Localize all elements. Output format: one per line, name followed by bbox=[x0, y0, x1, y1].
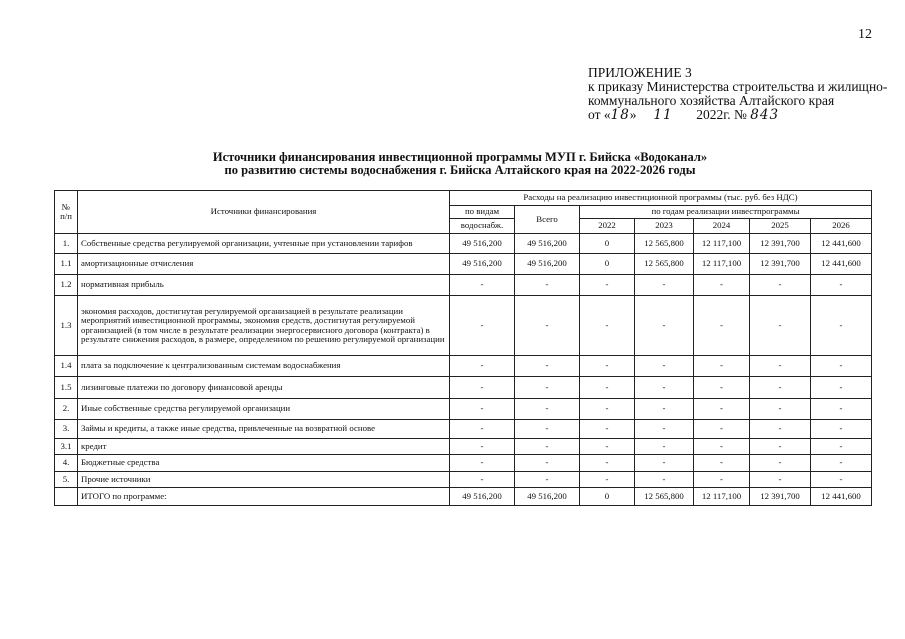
table-row bbox=[55, 420, 872, 439]
row-value: - bbox=[635, 275, 694, 296]
header-year-2022: 2022 bbox=[580, 219, 635, 234]
order-number: 843 bbox=[750, 107, 780, 123]
row-value: - bbox=[750, 420, 811, 439]
row-value: - bbox=[580, 275, 635, 296]
row-value: - bbox=[694, 356, 750, 377]
row-value: - bbox=[580, 377, 635, 399]
row-source-name: амортизационные отчисления bbox=[78, 254, 450, 275]
row-value: 12 565,800 bbox=[635, 254, 694, 275]
row-value: - bbox=[450, 275, 515, 296]
row-value: 12 117,100 bbox=[694, 254, 750, 275]
row-value: - bbox=[694, 420, 750, 439]
appendix-line-2: коммунального хозяйства Алтайского края bbox=[588, 93, 835, 108]
header-no: № п/п bbox=[55, 191, 78, 234]
table-row bbox=[55, 472, 872, 488]
row-source-name: Иные собственные средства регулируемой организации bbox=[78, 399, 450, 420]
row-source-name: нормативная прибыль bbox=[78, 275, 450, 296]
document-title bbox=[160, 151, 760, 177]
row-value: - bbox=[694, 455, 750, 472]
header-year-2025: 2025 bbox=[750, 219, 811, 234]
date-mid: » bbox=[629, 107, 637, 122]
header-year-2026: 2026 bbox=[811, 219, 872, 234]
row-value: 12 565,800 bbox=[635, 234, 694, 254]
table-row bbox=[55, 455, 872, 472]
row-value: 49 516,200 bbox=[450, 488, 515, 506]
row-value: - bbox=[811, 296, 872, 356]
table-row bbox=[55, 439, 872, 455]
row-number: 4. bbox=[55, 455, 78, 472]
header-expenses: Расходы на реализацию инвестиционной программы (тыс. руб. без НДС) bbox=[450, 191, 872, 206]
row-value: 12 391,700 bbox=[750, 234, 811, 254]
table-row bbox=[55, 488, 872, 506]
row-source-name: Бюджетные средства bbox=[78, 455, 450, 472]
row-value: - bbox=[694, 377, 750, 399]
row-value: - bbox=[515, 356, 580, 377]
row-value: - bbox=[635, 356, 694, 377]
table-row bbox=[55, 296, 872, 356]
row-value: - bbox=[580, 356, 635, 377]
appendix-line-1: к приказу Министерства строительства и жилищно- bbox=[588, 79, 888, 94]
row-value: - bbox=[694, 399, 750, 420]
row-value: - bbox=[515, 472, 580, 488]
header-by-type: по видам bbox=[450, 206, 515, 219]
appendix-block bbox=[588, 66, 887, 122]
header-total: Всего bbox=[515, 206, 580, 234]
row-value: 49 516,200 bbox=[515, 254, 580, 275]
row-number: 3. bbox=[55, 420, 78, 439]
row-value: - bbox=[750, 439, 811, 455]
row-source-name: ИТОГО по программе: bbox=[78, 488, 450, 506]
row-value: - bbox=[580, 420, 635, 439]
date-day: 18 bbox=[610, 107, 630, 123]
row-value: - bbox=[515, 296, 580, 356]
row-number: 1.2 bbox=[55, 275, 78, 296]
row-value: 0 bbox=[580, 488, 635, 506]
row-value: 12 391,700 bbox=[750, 488, 811, 506]
row-value: - bbox=[515, 420, 580, 439]
row-value: - bbox=[450, 439, 515, 455]
title-line-1: Источники финансирования инвестиционной программы МУП г. Бийска «Водоканал» bbox=[212, 150, 708, 164]
row-value: 49 516,200 bbox=[450, 234, 515, 254]
row-source-name: экономия расходов, достигнутая регулируемой организацией в результате реализации мероприятий инвестиционной программы, экономия средств, достигнутая регулируемой организацией (в том числе в результате реализации энергосервисного договора (контракта) в результате снижения расходов, в размере, определенном по решению регулируемой организации bbox=[78, 296, 450, 356]
title-line-2: по развитию системы водоснабжения г. Бийска Алтайского края на 2022-2026 годы bbox=[224, 163, 696, 177]
row-value: - bbox=[515, 377, 580, 399]
row-value: - bbox=[450, 472, 515, 488]
row-number: 2. bbox=[55, 399, 78, 420]
row-value: - bbox=[694, 296, 750, 356]
row-value: - bbox=[450, 377, 515, 399]
row-number: 1.1 bbox=[55, 254, 78, 275]
row-source-name: Собственные средства регулируемой организации, учтенные при установлении тарифов bbox=[78, 234, 450, 254]
row-value: 12 117,100 bbox=[694, 488, 750, 506]
row-value: 12 117,100 bbox=[694, 234, 750, 254]
row-value: - bbox=[450, 420, 515, 439]
row-value: - bbox=[635, 420, 694, 439]
header-by-years: по годам реализации инвестпрограммы bbox=[580, 206, 872, 219]
row-number: 3.1 bbox=[55, 439, 78, 455]
row-value: - bbox=[515, 399, 580, 420]
row-value: - bbox=[750, 399, 811, 420]
page-number: 12 bbox=[858, 27, 872, 42]
header-source: Источники финансирования bbox=[78, 191, 450, 234]
date-year: 2022г. № bbox=[696, 107, 747, 122]
row-value: - bbox=[580, 296, 635, 356]
row-value: - bbox=[580, 455, 635, 472]
row-value: 12 441,600 bbox=[811, 234, 872, 254]
row-value: - bbox=[694, 275, 750, 296]
row-value: 12 565,800 bbox=[635, 488, 694, 506]
row-number: 1.4 bbox=[55, 356, 78, 377]
row-value: 0 bbox=[580, 234, 635, 254]
row-value: - bbox=[811, 377, 872, 399]
row-value: - bbox=[811, 472, 872, 488]
row-source-name: Займы и кредиты, а также иные средства, привлеченные на возвратной основе bbox=[78, 420, 450, 439]
date-month: 11 bbox=[653, 107, 673, 123]
row-value: - bbox=[580, 472, 635, 488]
table-row bbox=[55, 254, 872, 275]
row-value: - bbox=[635, 472, 694, 488]
row-value: - bbox=[635, 439, 694, 455]
row-number bbox=[55, 488, 78, 506]
row-value: - bbox=[811, 439, 872, 455]
row-number: 1.5 bbox=[55, 377, 78, 399]
table-row bbox=[55, 275, 872, 296]
table-row bbox=[55, 399, 872, 420]
row-value: 0 bbox=[580, 254, 635, 275]
row-value: - bbox=[811, 399, 872, 420]
row-value: - bbox=[450, 296, 515, 356]
row-value: 12 441,600 bbox=[811, 254, 872, 275]
row-number: 1.3 bbox=[55, 296, 78, 356]
row-value: - bbox=[750, 472, 811, 488]
row-value: - bbox=[811, 356, 872, 377]
row-value: - bbox=[450, 399, 515, 420]
financing-table bbox=[54, 190, 872, 506]
row-value: - bbox=[580, 439, 635, 455]
row-value: - bbox=[515, 439, 580, 455]
row-value: - bbox=[811, 455, 872, 472]
row-value: - bbox=[515, 275, 580, 296]
row-value: - bbox=[635, 296, 694, 356]
appendix-date-line bbox=[588, 108, 887, 122]
row-value: - bbox=[811, 420, 872, 439]
row-value: - bbox=[450, 455, 515, 472]
header-year-2023: 2023 bbox=[635, 219, 694, 234]
row-value: 49 516,200 bbox=[515, 488, 580, 506]
row-value: - bbox=[750, 275, 811, 296]
row-source-name: лизинговые платежи по договору финансовой аренды bbox=[78, 377, 450, 399]
row-value: 12 441,600 bbox=[811, 488, 872, 506]
row-source-name: плата за подключение к централизованным системам водоснабжения bbox=[78, 356, 450, 377]
row-value: - bbox=[750, 377, 811, 399]
row-value: - bbox=[450, 356, 515, 377]
row-value: 12 391,700 bbox=[750, 254, 811, 275]
row-value: 49 516,200 bbox=[450, 254, 515, 275]
appendix-heading: ПРИЛОЖЕНИЕ 3 bbox=[588, 65, 692, 80]
row-value: 49 516,200 bbox=[515, 234, 580, 254]
row-value: - bbox=[580, 399, 635, 420]
row-value: - bbox=[635, 455, 694, 472]
row-value: - bbox=[811, 275, 872, 296]
row-value: - bbox=[515, 455, 580, 472]
row-number: 1. bbox=[55, 234, 78, 254]
row-value: - bbox=[694, 472, 750, 488]
header-year-2024: 2024 bbox=[694, 219, 750, 234]
row-value: - bbox=[635, 377, 694, 399]
row-value: - bbox=[635, 399, 694, 420]
table-row bbox=[55, 234, 872, 254]
row-value: - bbox=[750, 296, 811, 356]
row-value: - bbox=[750, 356, 811, 377]
table-row bbox=[55, 356, 872, 377]
row-value: - bbox=[750, 455, 811, 472]
header-by-type-sub: водоснабж. bbox=[450, 219, 515, 234]
row-source-name: Прочие источники bbox=[78, 472, 450, 488]
row-source-name: кредит bbox=[78, 439, 450, 455]
date-prefix: от « bbox=[588, 107, 611, 122]
table-row bbox=[55, 377, 872, 399]
row-number: 5. bbox=[55, 472, 78, 488]
row-value: - bbox=[694, 439, 750, 455]
